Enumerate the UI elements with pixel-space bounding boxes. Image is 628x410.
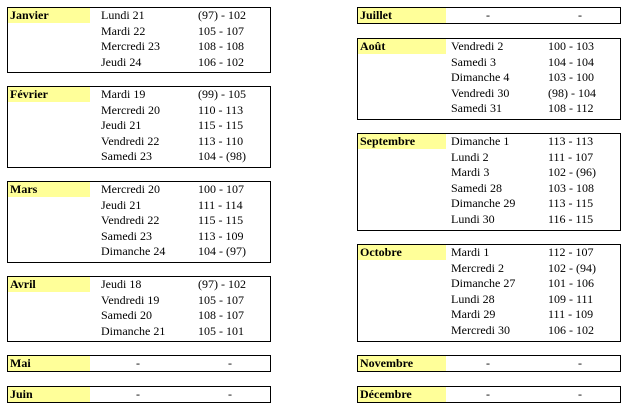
match-day: Vendredi 22 — [101, 133, 160, 148]
match-row — [100, 8, 270, 24]
empty-row — [450, 387, 620, 402]
match-row — [100, 55, 270, 71]
match-row — [100, 39, 270, 55]
match-row — [450, 323, 620, 339]
match-score: 113 - 115 — [548, 196, 594, 211]
month-label: Mai — [8, 356, 90, 371]
month-label: Novembre — [358, 356, 446, 371]
month-block-juillet — [357, 7, 621, 24]
month-label: Avril — [8, 277, 90, 292]
match-row — [100, 277, 270, 293]
month-block-avril — [7, 276, 271, 342]
match-score: 100 - 107 — [198, 182, 244, 196]
month-block-novembre — [357, 355, 621, 372]
match-score: 102 - (94) — [548, 260, 596, 275]
match-row — [450, 181, 620, 197]
match-score: (97) - 102 — [198, 277, 246, 291]
month-block-mars — [7, 181, 271, 263]
match-list — [100, 356, 270, 371]
match-list — [100, 277, 270, 339]
match-score: 115 - 115 — [198, 118, 244, 133]
match-score: 115 - 115 — [198, 213, 244, 228]
match-day: Mercredi 20 — [101, 102, 160, 117]
match-score: 104 - 104 — [548, 54, 594, 69]
match-score: 110 - 113 — [198, 102, 244, 117]
match-score: 111 - 107 — [548, 149, 594, 164]
match-list — [450, 245, 620, 339]
match-score: 116 - 115 — [548, 211, 594, 226]
match-list — [100, 387, 270, 402]
match-list — [450, 8, 620, 23]
month-label: Juillet — [358, 8, 446, 23]
match-day: Mercredi 20 — [101, 182, 160, 196]
match-row — [100, 308, 270, 324]
empty-score-dash: - — [228, 356, 232, 370]
empty-row — [100, 387, 270, 402]
match-day: Mercredi 2 — [451, 260, 504, 275]
match-day: Mercredi 23 — [101, 39, 160, 54]
match-list — [450, 39, 620, 117]
match-score: 105 - 107 — [198, 292, 244, 307]
match-day: Jeudi 18 — [101, 277, 142, 291]
match-row — [450, 212, 620, 228]
match-day: Dimanche 24 — [101, 244, 166, 259]
match-day: Lundi 2 — [451, 149, 489, 164]
month-label: Juin — [8, 387, 90, 402]
match-row — [450, 292, 620, 308]
month-block-aout — [357, 38, 621, 120]
match-score: (99) - 105 — [198, 87, 246, 101]
match-day: Samedi 23 — [101, 149, 152, 164]
match-row — [450, 150, 620, 166]
match-day: Vendredi 19 — [101, 292, 160, 307]
match-row — [450, 165, 620, 181]
match-row — [100, 293, 270, 309]
match-score: 113 - 110 — [198, 133, 244, 148]
match-day: Vendredi 2 — [451, 39, 504, 53]
match-row — [100, 134, 270, 150]
match-score: 113 - 113 — [548, 134, 594, 148]
month-label: Octobre — [358, 245, 446, 260]
month-block-septembre — [357, 133, 621, 231]
match-row — [450, 196, 620, 212]
month-block-octobre — [357, 244, 621, 342]
match-score: 104 - (98) — [198, 149, 246, 164]
match-list — [100, 182, 270, 260]
match-list — [450, 134, 620, 228]
match-day: Jeudi 21 — [101, 118, 142, 133]
month-block-janvier — [7, 7, 271, 73]
match-list — [100, 87, 270, 165]
match-day: Samedi 31 — [451, 101, 502, 116]
empty-row — [100, 356, 270, 371]
match-day: Jeudi 24 — [101, 54, 142, 69]
match-score: 108 - 107 — [198, 308, 244, 323]
match-day: Lundi 30 — [451, 211, 495, 226]
match-list — [450, 387, 620, 402]
match-score: 105 - 101 — [198, 323, 244, 338]
match-day: Lundi 28 — [451, 291, 495, 306]
match-row — [450, 307, 620, 323]
match-score: 109 - 111 — [548, 291, 594, 306]
match-day: Vendredi 30 — [451, 85, 510, 100]
match-day: Mardi 22 — [101, 23, 146, 38]
match-day: Dimanche 4 — [451, 70, 510, 85]
match-day: Mardi 29 — [451, 307, 496, 322]
match-day: Samedi 28 — [451, 180, 502, 195]
match-score: (98) - 104 — [548, 85, 596, 100]
match-day: Dimanche 1 — [451, 134, 510, 148]
match-day: Samedi 20 — [101, 308, 152, 323]
match-row — [100, 87, 270, 103]
month-label: Février — [8, 87, 90, 102]
empty-score-dash: - — [578, 387, 582, 401]
match-row — [450, 261, 620, 277]
match-row — [450, 55, 620, 71]
match-score: 106 - 102 — [198, 54, 244, 69]
empty-row — [450, 8, 620, 23]
month-label: Septembre — [358, 134, 446, 149]
match-row — [100, 118, 270, 134]
match-list — [450, 356, 620, 371]
match-row — [100, 229, 270, 245]
match-score: 112 - 107 — [548, 245, 594, 259]
match-row — [100, 324, 270, 340]
match-score: 102 - (96) — [548, 165, 596, 180]
match-score: 108 - 108 — [198, 39, 244, 54]
match-row — [100, 213, 270, 229]
month-label: Mars — [8, 182, 90, 197]
match-row — [100, 244, 270, 260]
match-score: 103 - 100 — [548, 70, 594, 85]
match-row — [450, 70, 620, 86]
match-score: 108 - 112 — [548, 101, 594, 116]
match-score: 100 - 103 — [548, 39, 594, 53]
match-row — [450, 86, 620, 102]
month-label: Janvier — [8, 8, 90, 23]
match-day: Vendredi 22 — [101, 213, 160, 228]
empty-day-dash: - — [486, 356, 490, 370]
match-day: Samedi 3 — [451, 54, 496, 69]
empty-day-dash: - — [486, 387, 490, 401]
empty-row — [450, 356, 620, 371]
match-row — [100, 198, 270, 214]
match-day: Dimanche 21 — [101, 323, 166, 338]
match-score: 103 - 108 — [548, 180, 594, 195]
match-day: Jeudi 21 — [101, 197, 142, 212]
month-label: Décembre — [358, 387, 446, 402]
match-row — [450, 39, 620, 55]
match-row — [100, 103, 270, 119]
match-score: (97) - 102 — [198, 8, 246, 22]
month-block-mai — [7, 355, 271, 372]
empty-day-dash: - — [486, 8, 490, 22]
match-row — [450, 134, 620, 150]
match-score: 111 - 114 — [198, 197, 243, 212]
match-row — [100, 182, 270, 198]
match-day: Mardi 19 — [101, 87, 146, 101]
empty-score-dash: - — [228, 387, 232, 401]
match-row — [100, 24, 270, 40]
match-day: Mardi 1 — [451, 245, 490, 259]
match-day: Dimanche 27 — [451, 276, 516, 291]
match-day: Lundi 21 — [101, 8, 145, 22]
empty-day-dash: - — [136, 356, 140, 370]
match-day: Mardi 3 — [451, 165, 490, 180]
match-row — [450, 245, 620, 261]
empty-day-dash: - — [136, 387, 140, 401]
month-block-decembre — [357, 386, 621, 403]
match-score: 104 - (97) — [198, 244, 246, 259]
match-day: Samedi 23 — [101, 228, 152, 243]
match-score: 106 - 102 — [548, 322, 594, 337]
empty-score-dash: - — [578, 8, 582, 22]
match-score: 101 - 106 — [548, 276, 594, 291]
match-row — [100, 149, 270, 165]
match-row — [450, 276, 620, 292]
match-score: 113 - 109 — [198, 228, 244, 243]
match-row — [450, 101, 620, 117]
empty-score-dash: - — [578, 356, 582, 370]
month-block-fevrier — [7, 86, 271, 168]
month-label: Août — [358, 39, 446, 54]
match-score: 111 - 109 — [548, 307, 594, 322]
match-day: Dimanche 29 — [451, 196, 516, 211]
month-block-juin — [7, 386, 271, 403]
match-score: 105 - 107 — [198, 23, 244, 38]
match-list — [100, 8, 270, 70]
match-day: Mercredi 30 — [451, 322, 510, 337]
